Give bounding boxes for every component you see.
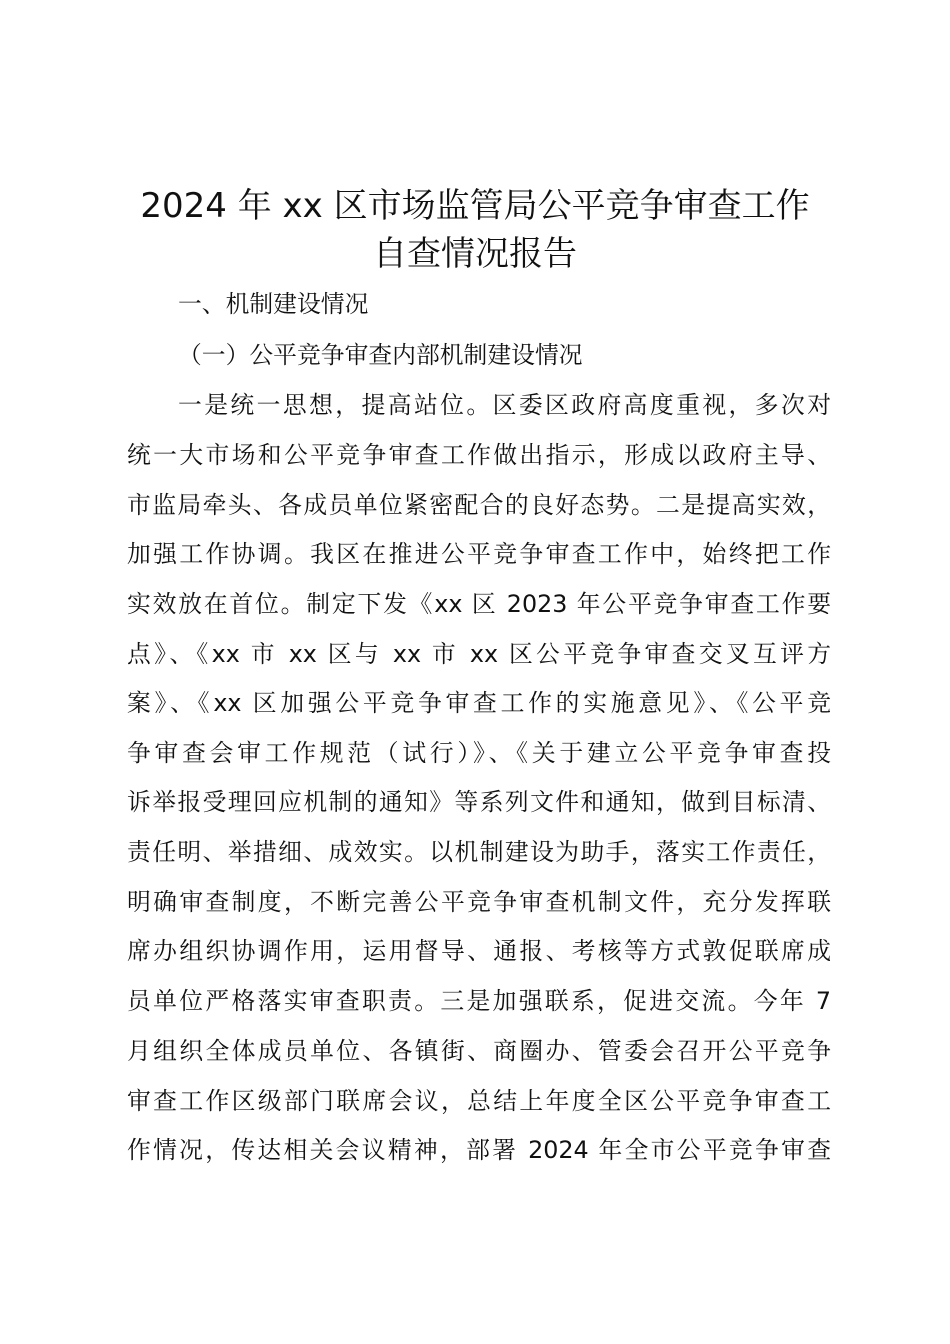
body-line: 点》、《xx 市 xx 区与 xx 市 xx 区公平竞争审查交叉互评方 [127,640,831,668]
body-line: 席办组织协调作用，运用督导、通报、考核等方式敦促联席成 [127,937,831,965]
body-line: 审查工作区级部门联席会议，总结上年度全区公平竞争审查工 [127,1087,831,1115]
body-line: 明确审查制度，不断完善公平竞争审查机制文件，充分发挥联 [127,888,831,916]
subsection-heading: （一）公平竞争审查内部机制建设情况 [178,341,583,369]
body-line: 诉举报受理回应机制的通知》等系列文件和通知，做到目标清、 [127,788,831,816]
body-line: 加强工作协调。我区在推进公平竞争审查工作中，始终把工作 [127,540,831,568]
body-line: 月组织全体成员单位、各镇街、商圈办、管委会召开公平竞争 [127,1037,831,1065]
document-title-line-2: 自查情况报告 [373,234,577,274]
body-line: 实效放在首位。制定下发《xx 区 2023 年公平竞争审查工作要 [127,590,831,618]
body-line: 作情况，传达相关会议精神，部署 2024 年全市公平竞争审查 [127,1136,831,1164]
body-line: 责任明、举措细、成效实。以机制建设为助手，落实工作责任， [127,838,831,866]
document-title-line-1: 2024 年 xx 区市场监管局公平竞争审查工作 [140,186,810,226]
body-line: 员单位严格落实审查职责。三是加强联系，促进交流。今年 7 [127,987,831,1015]
body-line: 争审查会审工作规范（试行）》、《关于建立公平竞争审查投 [127,739,831,767]
section-heading: 一、机制建设情况 [178,290,369,318]
body-line: 统一大市场和公平竞争审查工作做出指示，形成以政府主导、 [127,441,831,469]
body-line: 案》、《xx 区加强公平竞争审查工作的实施意见》、《公平竞 [127,689,831,717]
body-line: 市监局牵头、各成员单位紧密配合的良好态势。二是提高实效， [127,491,831,519]
body-line: 一是统一思想，提高站位。区委区政府高度重视，多次对 [178,391,831,419]
